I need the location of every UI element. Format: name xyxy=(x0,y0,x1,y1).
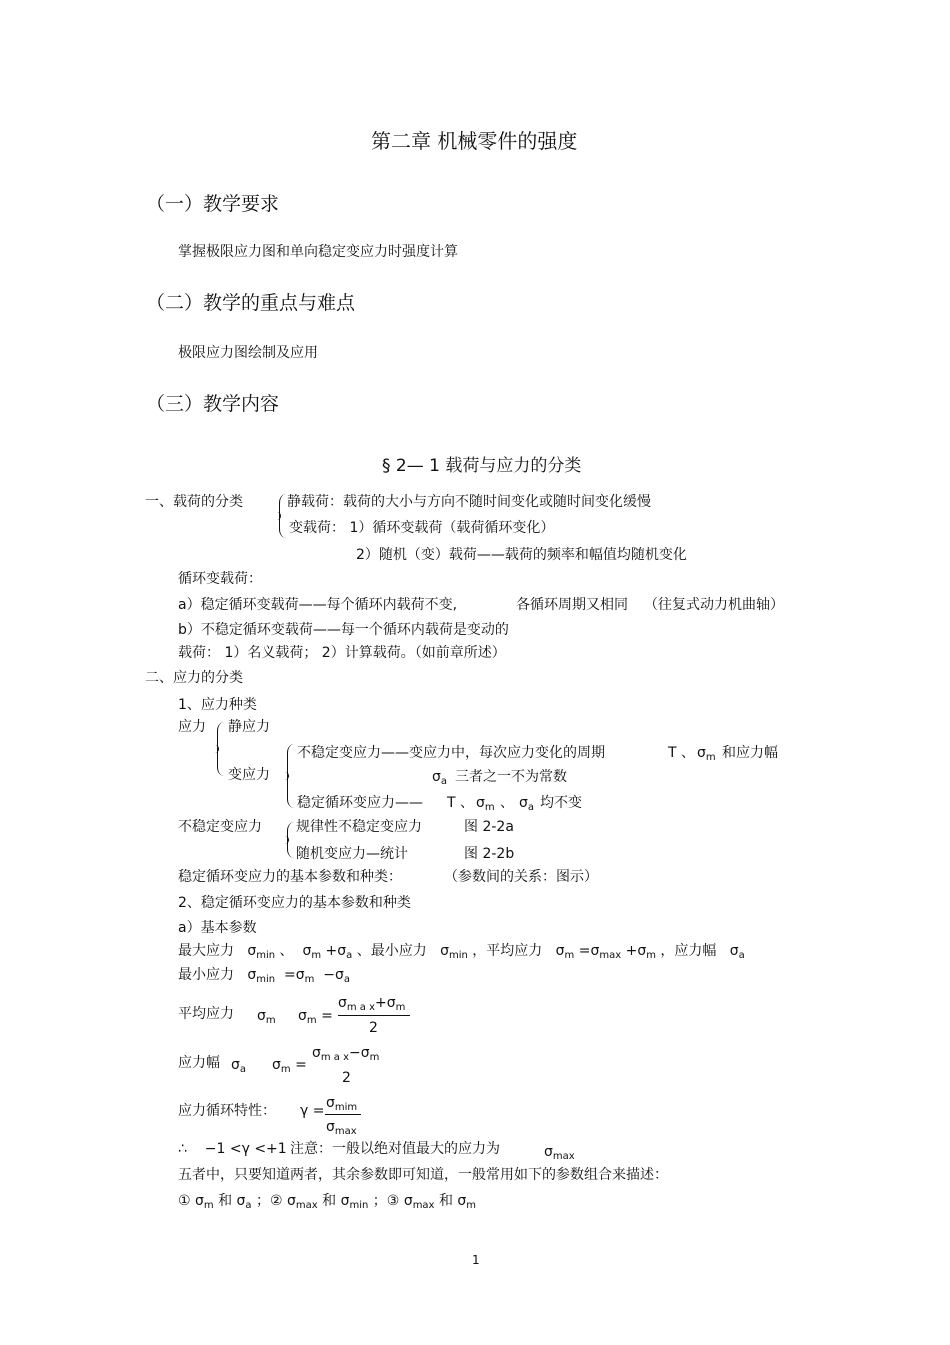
stable-unchanged: 均不变 xyxy=(540,795,582,811)
amplitude-formula-denominator: 2 xyxy=(342,1070,351,1086)
sigma-m-symbol: $\sigma_m$ xyxy=(697,745,716,763)
not-constant-text: 三者之一不为常数 xyxy=(455,769,567,785)
amplitude-sigma-a: $\sigma_a$ xyxy=(231,1057,247,1075)
load-types: 载荷： 1）名义载荷； 2）计算载荷。（如前章所述） xyxy=(178,645,506,661)
cyclic-load-label: 循环变载荷： xyxy=(178,571,262,587)
relation-note: （参数间的关系：图示） xyxy=(444,869,598,885)
stable-comma-1: 、 xyxy=(460,795,474,811)
stable-cyclic-load-mid: 各循环周期又相同 xyxy=(516,597,628,613)
mean-formula-numerator: $\sigma_{m a x}+\sigma_m$ xyxy=(338,995,406,1013)
min-stress-formula: 最小应力 $\sigma_{min} =\sigma_m -\sigma_a$ xyxy=(178,967,351,985)
params-heading: 2、稳定循环变应力的基本参数和种类 xyxy=(178,895,411,911)
regular-unstable-stress: 规律性不稳定变应力 xyxy=(296,819,422,835)
params-line-1: 最大应力 $\sigma_{min}$ 、 $\sigma_m +\sigma_a$ 、最小应力 $\sigma_{min}$ ，平均应力 $\sigma_m =\sigma_{max} +\sigma_m$ ，应力幅 $\sigma_a$ xyxy=(178,943,745,961)
random-load-text: 2）随机（变）载荷——载荷的频率和幅值均随机变化 xyxy=(356,547,687,563)
stress-classification-label: 二、应力的分类 xyxy=(145,670,243,686)
stress-word: 应力 xyxy=(178,719,206,735)
mean-formula-lhs: $\sigma_m$ = xyxy=(298,1008,333,1026)
variable-stress: 变应力 xyxy=(228,767,270,783)
heading-key-points: （二）教学的重点与难点 xyxy=(146,292,356,314)
basic-params-heading: a）基本参数 xyxy=(178,920,257,936)
mean-stress-label: 平均应力 xyxy=(178,1006,234,1022)
stable-sigma-a: $\sigma_a$ xyxy=(519,795,535,813)
random-stress: 随机变应力—统计 xyxy=(296,846,408,862)
load-classification-label: 一、载荷的分类 xyxy=(145,494,243,510)
stable-comma-2: 、 xyxy=(500,795,514,811)
note-text: 注意：一般以绝对值最大的应力为 xyxy=(290,1141,500,1157)
stable-T: T xyxy=(447,795,456,811)
gamma-lhs: γ = xyxy=(300,1103,325,1119)
comma: 、 xyxy=(681,745,695,761)
amplitude-formula-numerator: $\sigma_{m a x}-\sigma_m$ xyxy=(312,1045,380,1063)
static-load-text: 静载荷：载荷的大小与方向不随时间变化或随时间变化缓慢 xyxy=(287,494,651,510)
variable-load-text: 变载荷： 1）循环变载荷（载荷循环变化） xyxy=(289,520,555,536)
unstable-stress-text: 不稳定变应力——变应力中，每次应力变化的周期 xyxy=(297,745,605,761)
stable-stress-text: 稳定循环变应力—— xyxy=(297,795,423,811)
amplitude-label: 应力幅 xyxy=(178,1055,220,1071)
param-combinations: ① $\sigma_m$ 和 $\sigma_a$ ；② $\sigma_{max}$ 和 $\sigma_{min}$ ；③ $\sigma_{max}$ 和 $\sigma_m$ xyxy=(178,1193,477,1211)
ratio-numerator: $\sigma_{mim}$ xyxy=(326,1095,358,1113)
stress-kinds-heading: 1、应力种类 xyxy=(178,697,257,713)
variable-stress-brace xyxy=(287,744,294,808)
heading-teaching-requirements: （一）教学要求 xyxy=(146,193,280,215)
heading-teaching-content: （三）教学内容 xyxy=(146,393,280,415)
note-sigma-max: $\sigma_{max}$ xyxy=(544,1144,575,1162)
static-stress: 静应力 xyxy=(228,719,270,735)
ratio-range: ∴ −1 <γ <+1 xyxy=(178,1141,287,1157)
unstable-stress-label: 不稳定变应力 xyxy=(178,819,262,835)
figure-2-2a: 图 2-2a xyxy=(464,819,514,835)
figure-2-2b: 图 2-2b xyxy=(464,846,515,862)
amplitude-formula-lhs: $\sigma_m$ = xyxy=(272,1057,307,1075)
unstable-cyclic-load: b）不稳定循环变载荷——每一个循环内载荷是变动的 xyxy=(178,622,509,638)
teaching-requirements-text: 掌握极限应力图和单向稳定变应力时强度计算 xyxy=(178,244,458,260)
stress-amplitude-text: 和应力幅 xyxy=(722,745,778,761)
mean-sigma-m: $\sigma_m$ xyxy=(257,1008,276,1026)
stable-cyclic-load-right: （往复式动力机曲轴） xyxy=(644,597,784,613)
unstable-stress-brace xyxy=(287,822,294,858)
ratio-label: 应力循环特性： xyxy=(178,1103,276,1119)
page-number: 1 xyxy=(472,1253,480,1267)
key-points-text: 极限应力图绘制及应用 xyxy=(178,345,318,361)
mean-formula-denominator: 2 xyxy=(369,1020,378,1036)
load-brace xyxy=(279,494,286,538)
stress-brace xyxy=(217,722,224,776)
chapter-title: 第二章 机械零件的强度 xyxy=(371,129,578,153)
five-params-text: 五者中，只要知道两者，其余参数即可知道，一般常用如下的参数组合来描述： xyxy=(178,1167,668,1183)
section-title: § 2— 1 载荷与应力的分类 xyxy=(382,456,582,476)
basic-params-label: 稳定循环变应力的基本参数和种类： xyxy=(178,869,402,885)
sigma-a-symbol: $\sigma_a$ xyxy=(432,769,448,787)
period-T: T xyxy=(668,745,677,761)
ratio-denominator: $\sigma_{max}$ xyxy=(326,1119,357,1137)
stable-cyclic-load-left: a）稳定循环变载荷——每个循环内载荷不变, xyxy=(178,597,458,613)
stable-sigma-m: $\sigma_m$ xyxy=(476,795,495,813)
